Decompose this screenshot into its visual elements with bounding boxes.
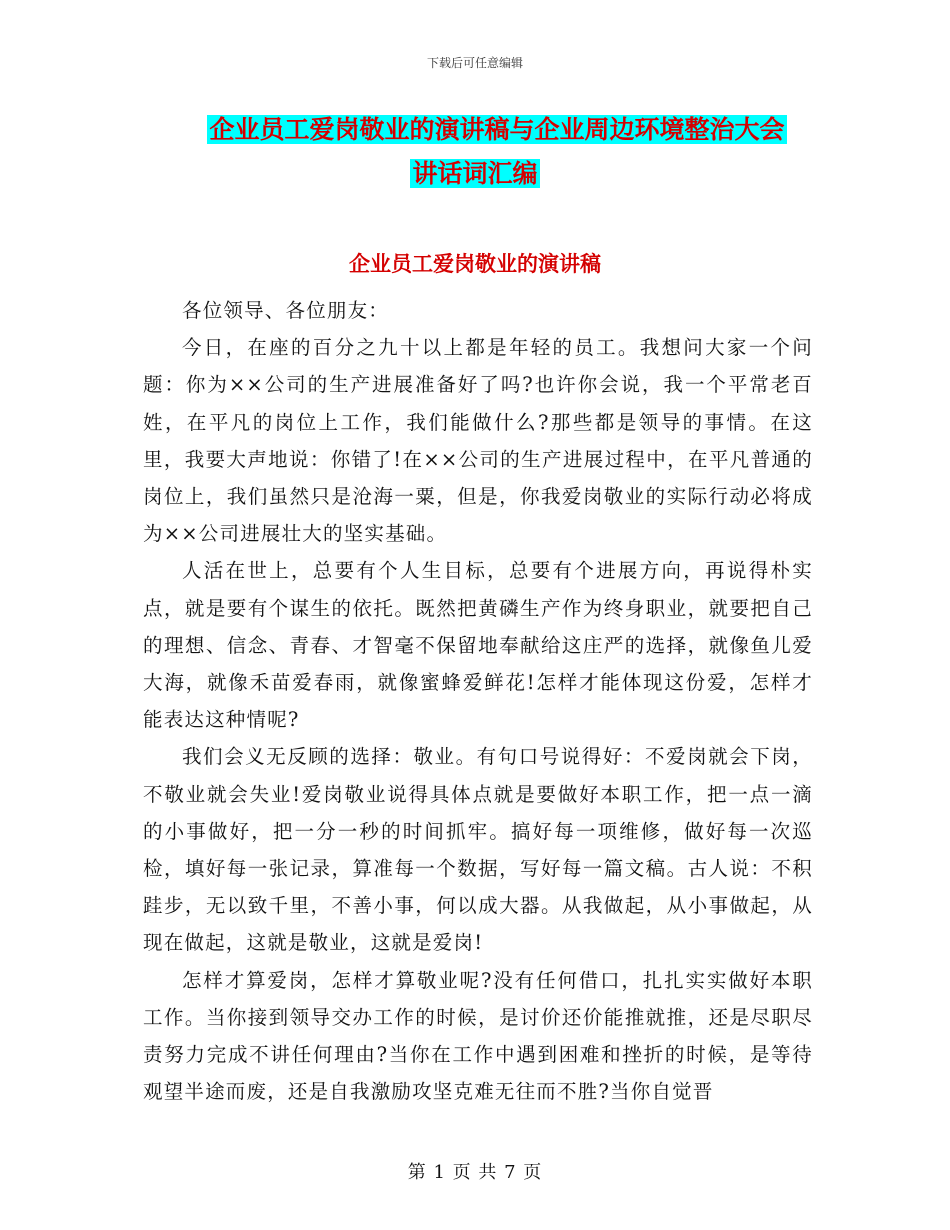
body-paragraph: 人活在世上，总要有个人生目标，总要有个进展方向，再说得朴实点，就是要有个谋生的依托。既然把黄磷生产作为终身职业，就要把自己的理想、信念、青春、才智毫不保留地奉献给这庄严的选择，就像鱼儿爱大海，就像禾苗爱春雨，就像蜜蜂爱鲜花!怎样才能体现这份爱，怎样才能表达这种情呢? — [143, 559, 813, 732]
body-paragraph: 我们会义无反顾的选择：敬业。有句口号说得好：不爱岗就会下岗，不敬业就会失业!爱岗敬业说得具体点就是要做好本职工作，把一点一滴的小事做好，把一分一秒的时间抓牢。搞好每一项维修，做好每一次巡检，填好每一张记录，算准每一个数据，写好每一篇文稿。古人说：不积跬步，无以致千里，不善小事，何以成大器。从我做起，从小事做起，从现在做起，这就是敬业，这就是爱岗! — [143, 745, 813, 955]
document-title-line-1 — [22, 112, 950, 148]
title-highlight-1: 企业员工爱岗敬业的演讲稿与企业周边环境整治大会 — [209, 115, 785, 144]
document-body — [143, 292, 813, 1110]
header-note: 下载后可任意编辑 — [426, 56, 523, 70]
body-paragraph: 怎样才算爱岗，怎样才算敬业呢?没有任何借口，扎扎实实做好本职工作。当你接到领导交办工作的时候，是讨价还价能推就推，还是尽职尽责努力完成不讲任何理由?当你在工作中遇到困难和挫折的时候，是等待观望半途而废，还是自我激励攻坚克难无往而不胜?当你自觉晋 — [143, 968, 813, 1104]
body-paragraph: 今日，在座的百分之九十以上都是年轻的员工。我想问大家一个问题：你为××公司的生产进展准备好了吗?也许你会说，我一个平常老百姓，在平凡的岗位上工作，我们能做什么?那些都是领导的事情。在这里，我要大声地说：你错了!在××公司的生产进展过程中，在平凡普通的岗位上，我们虽然只是沧海一粟，但是，你我爱岗敬业的实际行动必将成为××公司进展壮大的坚实基础。 — [143, 336, 813, 546]
title-highlight-2: 讲话词汇编 — [412, 159, 538, 188]
salutation: 各位领导、各位朋友： — [182, 299, 390, 322]
document-title-line-2 — [0, 156, 950, 192]
page-number-footer: 第 1 页 共 7 页 — [407, 1162, 543, 1183]
section-title: 企业员工爱岗敬业的演讲稿 — [349, 251, 601, 276]
